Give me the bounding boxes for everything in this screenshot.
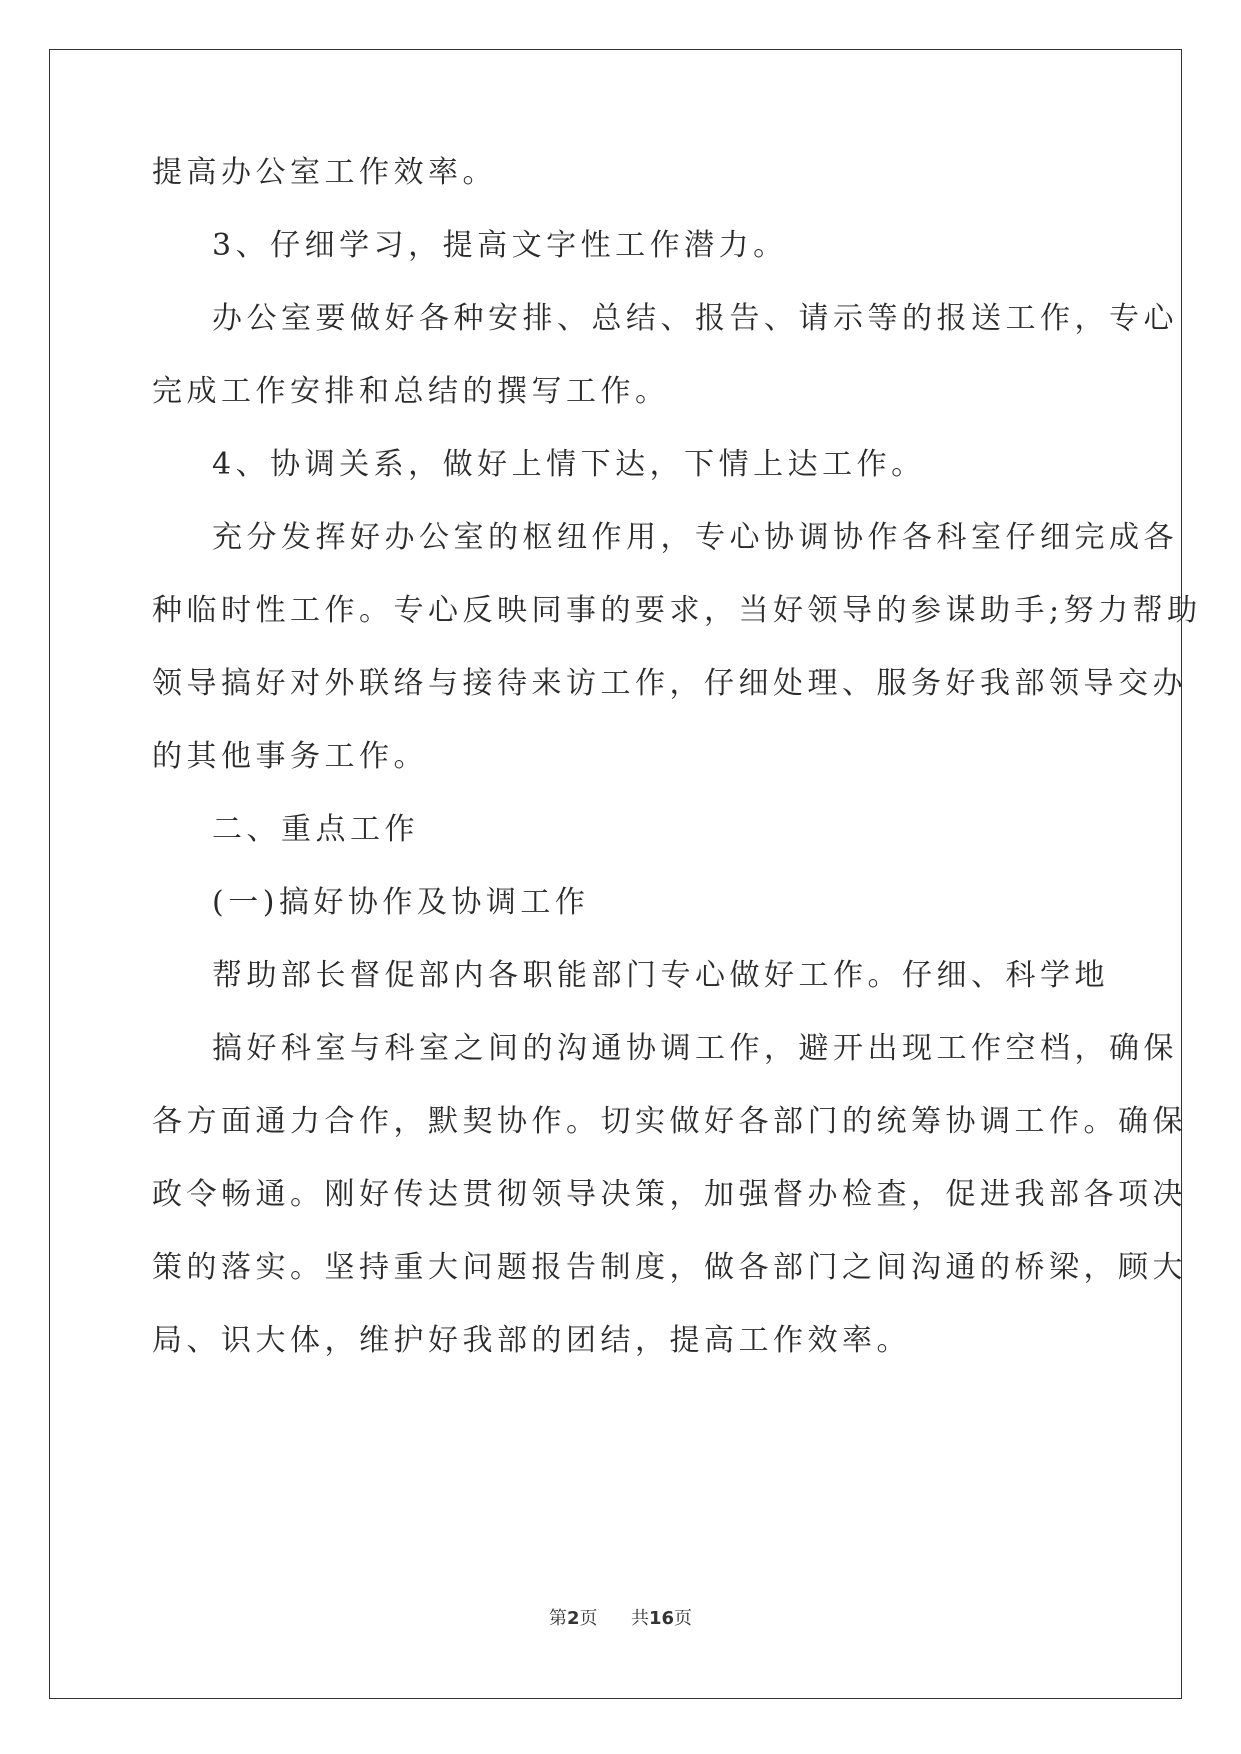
page-suffix: 页 bbox=[579, 1608, 598, 1629]
paragraph-line: 的其他事务工作。 bbox=[152, 739, 428, 774]
paragraph-line: 3、仔细学习，提高文字性工作潜力。 bbox=[212, 228, 788, 263]
paragraph-line: 搞好科室与科室之间的沟通协调工作，避开出现工作空档，确保 bbox=[212, 1031, 1178, 1066]
page-border bbox=[49, 49, 1182, 1699]
paragraph-line: 帮助部长督促部内各职能部门专心做好工作。仔细、科学地 bbox=[212, 958, 1109, 993]
page-prefix: 第 bbox=[548, 1608, 567, 1629]
total-suffix: 页 bbox=[674, 1608, 693, 1629]
page-number: 2 bbox=[566, 1608, 580, 1629]
paragraph-line: 4、协调关系，做好上情下达，下情上达工作。 bbox=[212, 447, 926, 482]
paragraph-line: 提高办公室工作效率。 bbox=[152, 155, 497, 190]
total-prefix: 共 bbox=[630, 1608, 649, 1629]
section-heading: 二、重点工作 bbox=[212, 812, 419, 847]
paragraph-line: 充分发挥好办公室的枢纽作用，专心协调协作各科室仔细完成各 bbox=[212, 520, 1178, 555]
page-footer bbox=[0, 1608, 1241, 1630]
paragraph-line: 策的落实。坚持重大问题报告制度，做各部门之间沟通的桥梁，顾大 bbox=[152, 1250, 1187, 1285]
paragraph-line: 各方面通力合作，默契协作。切实做好各部门的统筹协调工作。确保 bbox=[152, 1104, 1187, 1139]
paragraph-line: 完成工作安排和总结的撰写工作。 bbox=[152, 374, 670, 409]
subsection-heading: (一)搞好协作及协调工作 bbox=[212, 885, 590, 920]
paragraph-line: 政令畅通。刚好传达贯彻领导决策，加强督办检查，促进我部各项决 bbox=[152, 1177, 1187, 1212]
paragraph-line: 领导搞好对外联络与接待来访工作，仔细处理、服务好我部领导交办 bbox=[152, 666, 1187, 701]
paragraph-line: 种临时性工作。专心反映同事的要求，当好领导的参谋助手;努力帮助 bbox=[152, 593, 1202, 628]
total-pages: 16 bbox=[648, 1608, 675, 1629]
paragraph-line: 局、识大体，维护好我部的团结，提高工作效率。 bbox=[152, 1323, 911, 1358]
paragraph-line: 办公室要做好各种安排、总结、报告、请示等的报送工作，专心 bbox=[212, 301, 1178, 336]
